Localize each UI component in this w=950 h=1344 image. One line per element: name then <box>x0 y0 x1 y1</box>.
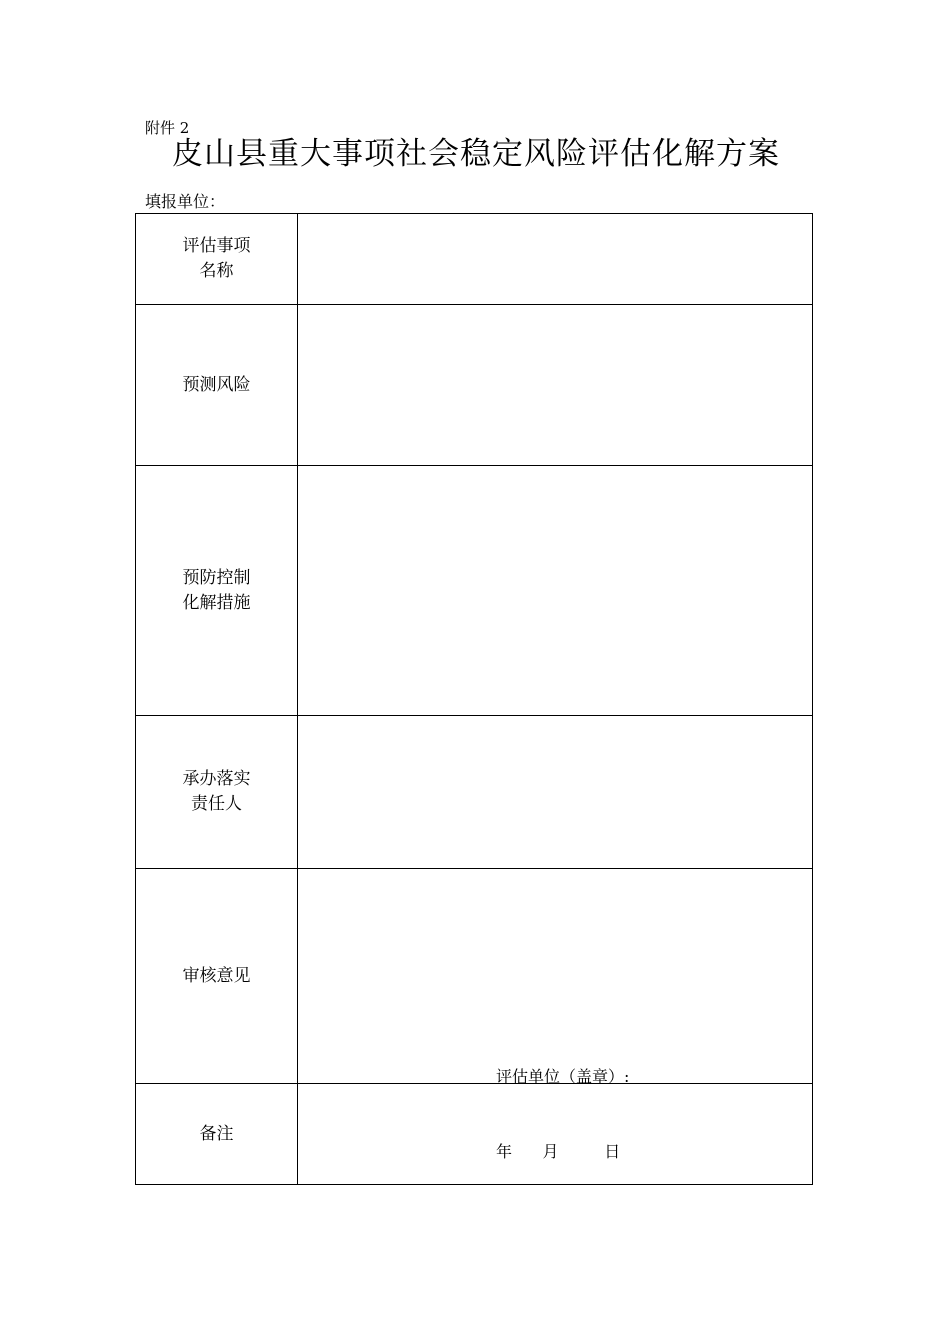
row-responsible-person <box>136 716 813 869</box>
label-review-opinion <box>136 869 298 1084</box>
label-responsible-person <box>136 716 298 869</box>
row-prevention-measures <box>136 466 813 716</box>
row-predicted-risk <box>136 305 813 466</box>
page-title: 皮山县重大事项社会稳定风险评估化解方案 <box>172 136 780 172</box>
label-item-name <box>136 214 298 305</box>
stamp-label: 评估单位（盖章）: <box>496 1067 630 1086</box>
field-review-opinion[interactable] <box>298 869 813 1161</box>
assessment-form-table <box>135 213 813 1185</box>
row-remarks <box>136 1084 813 1185</box>
label-line: 预防控制 <box>182 567 251 588</box>
label-line: 备注 <box>199 1123 234 1144</box>
field-predicted-risk[interactable] <box>298 305 813 466</box>
label-line: 评估事项 <box>182 236 251 256</box>
field-remarks[interactable] <box>298 1084 813 1185</box>
label-line: 预测风险 <box>182 374 251 395</box>
field-item-name[interactable] <box>298 214 813 305</box>
row-item-name <box>136 214 813 305</box>
field-prevention-measures[interactable] <box>298 466 813 716</box>
label-line: 名称 <box>199 261 234 281</box>
label-line: 化解措施 <box>182 592 251 613</box>
label-prevention-measures <box>136 466 298 716</box>
reporting-unit-label: 填报单位： <box>145 192 226 211</box>
row-review-opinion <box>136 869 813 1084</box>
label-line: 审核意见 <box>182 965 251 986</box>
label-line: 责任人 <box>191 794 242 814</box>
label-line: 承办落实 <box>182 769 251 789</box>
field-responsible-person[interactable] <box>298 716 813 869</box>
label-remarks <box>136 1084 298 1185</box>
label-predicted-risk <box>136 305 298 466</box>
date-line: 年 月 日 <box>496 1142 621 1161</box>
attachment-number: 附件 2 <box>145 119 190 137</box>
